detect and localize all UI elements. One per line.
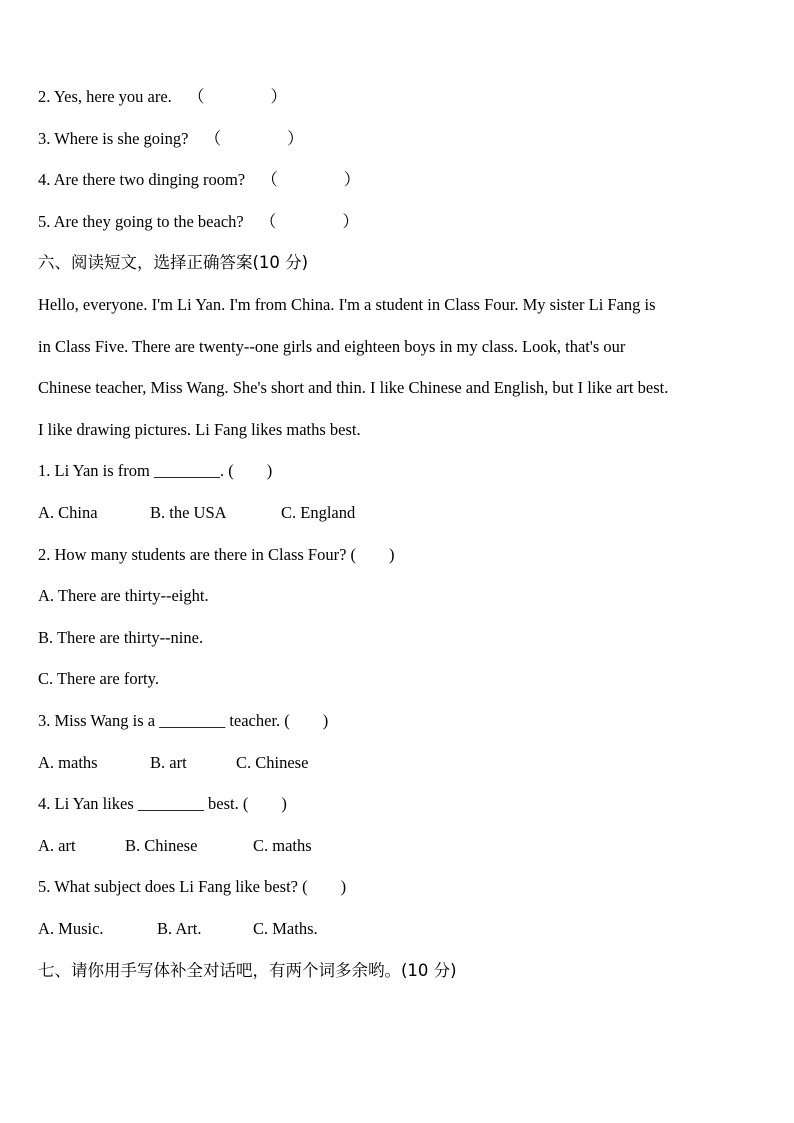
section-6-title: 六、阅读短文，选择正确答案(10 分)	[38, 253, 309, 272]
option-a: A. China	[38, 503, 98, 522]
passage-line-3: Chinese teacher, Miss Wang. She's short and thin. I like Chinese and English, but I like art best.	[38, 378, 669, 397]
option-a: A. Music.	[38, 919, 104, 938]
reading-question-2: 2. How many students are there in Class Four? ( )	[38, 545, 395, 564]
option-b: B. Art.	[157, 919, 202, 938]
option-a: A. There are thirty--eight.	[38, 586, 209, 605]
option-c: C. There are forty.	[38, 669, 159, 688]
option-c: C. Maths.	[253, 919, 318, 938]
reading-question-3: 3. Miss Wang is a ________ teacher. ( )	[38, 711, 329, 730]
question-text: 3. Where is she going?	[38, 129, 189, 148]
reading-question-5: 5. What subject does Li Fang like best? ( )	[38, 877, 347, 896]
answer-blank: （ ）	[187, 87, 287, 106]
reading-question-1: 1. Li Yan is from ________. ( )	[38, 461, 273, 480]
question-text: 5. Are they going to the beach?	[38, 212, 244, 231]
option-c: C. England	[281, 503, 356, 522]
question-4	[38, 169, 360, 191]
option-b: B. There are thirty--nine.	[38, 628, 204, 647]
question-2	[38, 86, 287, 108]
option-c: C. maths	[253, 836, 312, 855]
question-text: 4. Are there two dinging room?	[38, 170, 246, 189]
options-row-3	[38, 752, 308, 774]
reading-question-4: 4. Li Yan likes ________ best. ( )	[38, 794, 287, 813]
options-row-1	[38, 502, 355, 524]
answer-blank: （ ）	[261, 170, 361, 189]
option-b: B. art	[150, 753, 187, 772]
passage-line-2: in Class Five. There are twenty--one girls and eighteen boys in my class. Look, that's our	[38, 337, 626, 356]
section-7-title: 七、请你用手写体补全对话吧，有两个词多余哟。(10 分)	[38, 961, 457, 980]
question-text: 2. Yes, here you are.	[38, 87, 172, 106]
question-3	[38, 128, 304, 150]
question-5	[38, 211, 359, 233]
option-c: C. Chinese	[236, 753, 309, 772]
option-a: A. maths	[38, 753, 98, 772]
options-row-4	[38, 835, 312, 857]
option-a: A. art	[38, 836, 76, 855]
passage-line-4: I like drawing pictures. Li Fang likes maths best.	[38, 420, 361, 439]
answer-blank: （ ）	[204, 129, 304, 148]
option-b: B. the USA	[150, 503, 227, 522]
passage-line-1: Hello, everyone. I'm Li Yan. I'm from China. I'm a student in Class Four. My sister Li Fang is	[38, 295, 656, 314]
answer-blank: （ ）	[259, 212, 359, 231]
options-row-5	[38, 918, 318, 940]
option-b: B. Chinese	[125, 836, 198, 855]
